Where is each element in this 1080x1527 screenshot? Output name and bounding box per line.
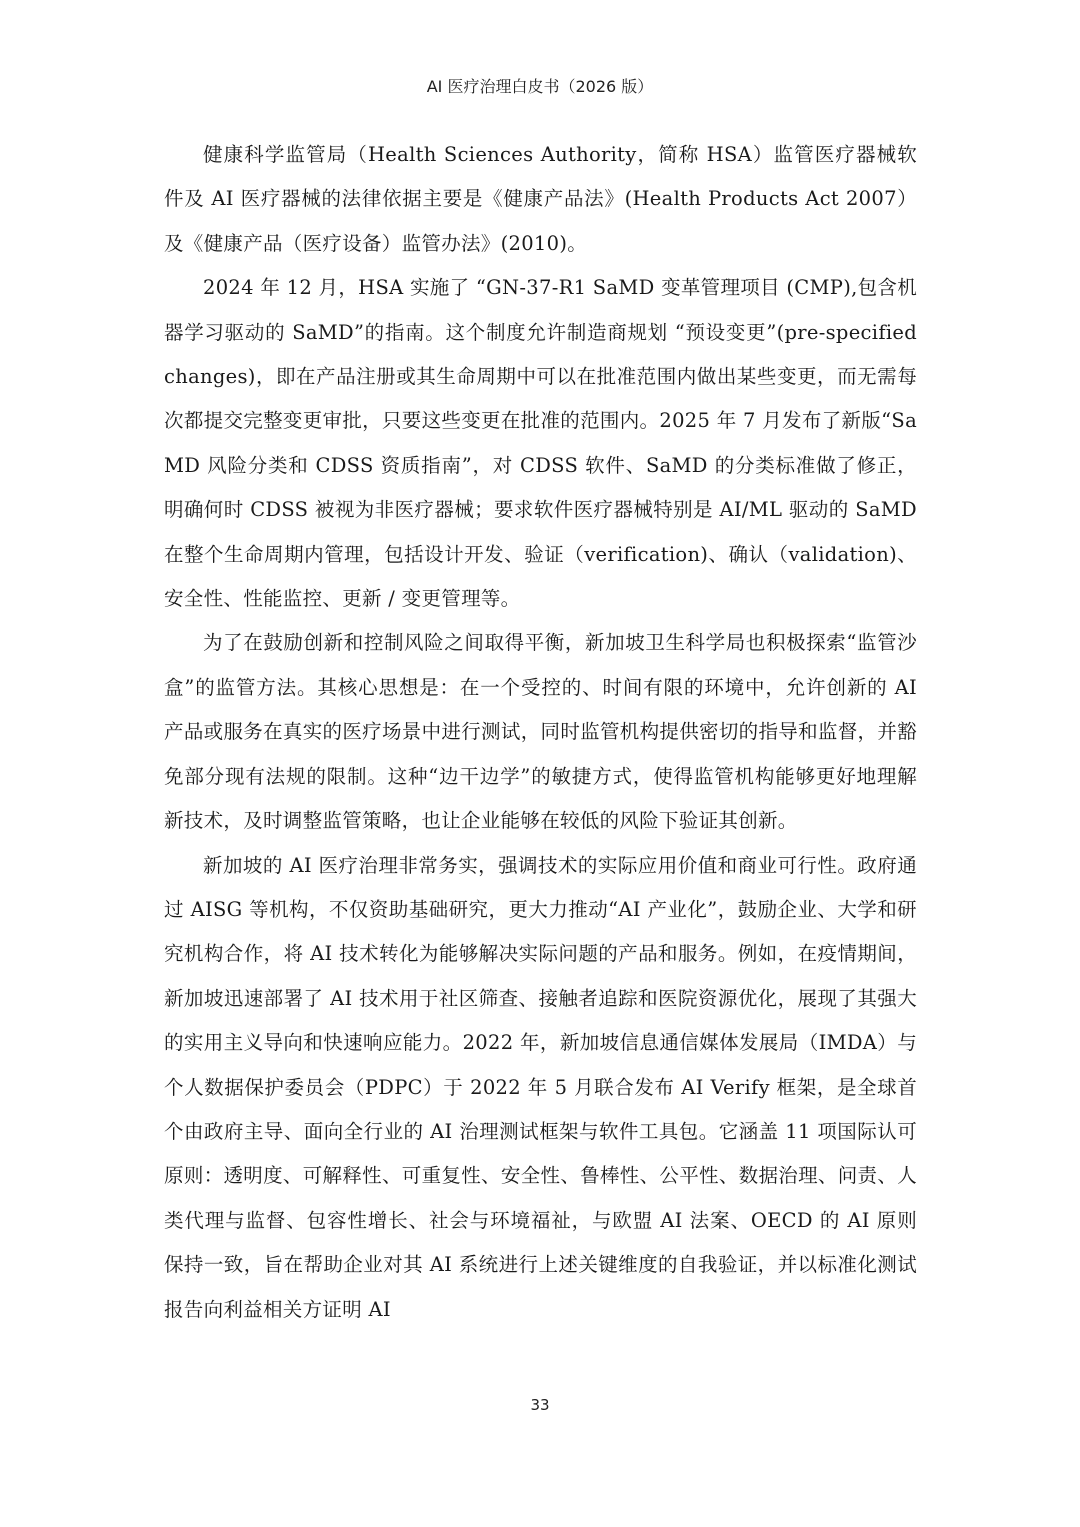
paragraph-hsa-legal-basis: 健康科学监管局（Health Sciences Authority，简称 HSA）监管医疗器械软件及 AI 医疗器械的法律依据主要是《健康产品法》(Health Products Act 2007）及《健康产品（医疗设备）监管办法》(2010)。	[164, 143, 917, 255]
paragraph-samd-guidance: 2024 年 12 月，HSA 实施了 “GN-37-R1 SaMD 变革管理项目 (CMP),包含机器学习驱动的 SaMD”的指南。这个制度允许制造商规划 “预设变更”(pre-specified changes)，即在产品注册或其生命周期中可以在批准范围内做出某些变更，而无需每次都提交完整变更审批，只要这些变更在批准的范围内。2025 年 7 月发布了新版“SaMD 风险分类和 CDSS 资质指南”，对 CDSS 软件、SaMD 的分类标准做了修正，明确何时 CDSS 被视为非医疗器械；要求软件医疗器械特别是 AI/ML 驱动的 SaMD 在整个生命周期内管理，包括设计开发、验证（verification)、确认（validation)、安全性、性能监控、更新 / 变更管理等。	[164, 276, 917, 611]
page-number: 33	[530, 1396, 550, 1414]
paragraph-ai-verify: 新加坡的 AI 医疗治理非常务实，强调技术的实际应用价值和商业可行性。政府通过 AISG 等机构，不仅资助基础研究，更大力推动“AI 产业化”，鼓励企业、大学和研究机构合作，将 AI 技术转化为能够解决实际问题的产品和服务。例如，在疫情期间，新加坡迅速部署了 AI 技术用于社区筛查、接触者追踪和医院资源优化，展现了其强大的实用主义导向和快速响应能力。2022 年，新加坡信息通信媒体发展局（IMDA）与个人数据保护委员会（PDPC）于 2022 年 5 月联合发布 AI Verify 框架，是全球首个由政府主导、面向全行业的 AI 治理测试框架与软件工具包。它涵盖 11 项国际认可原则：透明度、可解释性、可重复性、安全性、鲁棒性、公平性、数据治理、问责、人类代理与监督、包容性增长、社会与环境福祉，与欧盟 AI 法案、OECD 的 AI 原则保持一致，旨在帮助企业对其 AI 系统进行上述关键维度的自我验证，并以标准化测试报告向利益相关方证明 AI	[164, 853, 917, 1321]
paragraph-regulatory-sandbox: 为了在鼓励创新和控制风险之间取得平衡，新加坡卫生科学局也积极探索“监管沙盒”的监管方法。其核心思想是：在一个受控的、时间有限的环境中，允许创新的 AI 产品或服务在真实的医疗场景中进行测试，同时监管机构提供密切的指导和监督，并豁免部分现有法规的限制。这种“边干边学”的敏捷方式，使得监管机构能够更好地理解新技术，及时调整监管策略，也让企业能够在较低的风险下验证其创新。	[164, 631, 917, 833]
running-header: AI 医疗治理白皮书（2026 版）	[426, 77, 654, 96]
body-text	[164, 133, 917, 1332]
